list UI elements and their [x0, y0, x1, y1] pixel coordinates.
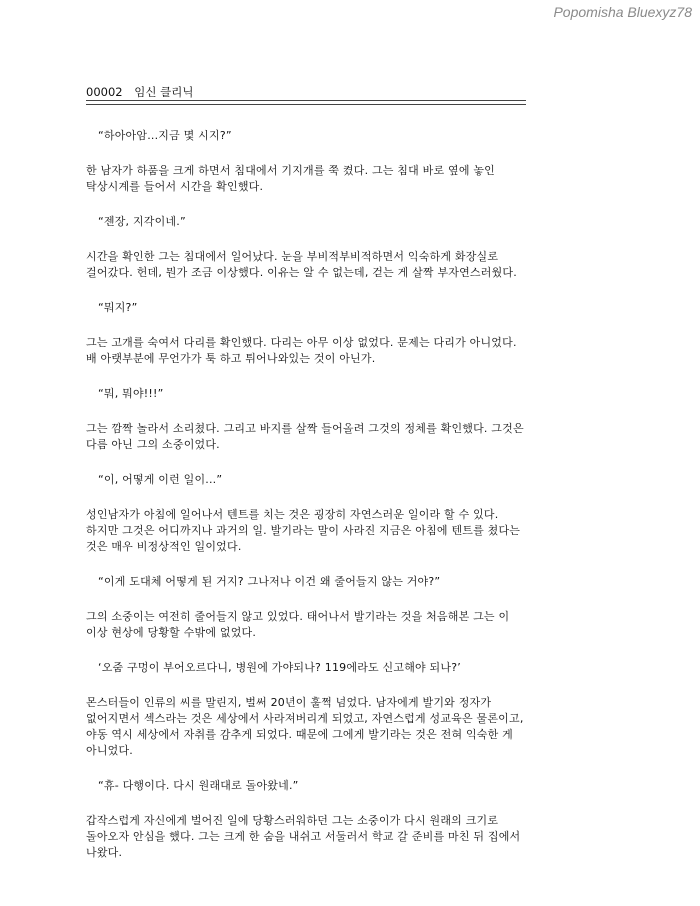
text-line: 이상 현상에 당황할 수밖에 없었다.	[86, 626, 257, 639]
text-line: “이, 어떻게 이런 일이...”	[98, 473, 223, 486]
narration-paragraph	[86, 335, 616, 367]
dialogue-paragraph	[86, 660, 616, 676]
text-line: 시간을 확인한 그는 침대에서 일어났다. 눈을 부비적부비적하면서 익숙하게 화장실로	[86, 250, 499, 263]
dialogue-paragraph	[86, 214, 616, 230]
text-line: 걸어갔다. 헌데, 뭔가 조금 이상했다. 이유는 알 수 없는데, 걷는 게 살짝 부자연스러웠다.	[86, 266, 517, 279]
text-line: 갑작스럽게 자신에게 벌어진 일에 당황스러워하던 그는 소중이가 다시 원래의 크기로	[86, 814, 499, 827]
watermark: Popomisha Bluexyz78	[553, 4, 692, 20]
text-line: 몬스터들이 인류의 씨를 말린지, 벌써 20년이 훌쩍 넘었다. 남자에게 발기와 정자가	[86, 696, 492, 709]
text-line: “휴- 다행이다. 다시 원래대로 돌아왔네.”	[98, 779, 299, 792]
narration-paragraph	[86, 421, 616, 453]
text-line: 다름 아닌 그의 소중이었다.	[86, 438, 220, 451]
text-line: 야동 역시 세상에서 자취를 감추게 되었다. 때문에 그에게 발기라는 것은 전혀 익숙한 게	[86, 728, 513, 741]
text-line: 나왔다.	[86, 846, 123, 859]
text-line: 그는 고개를 숙여서 다리를 확인했다. 다리는 아무 이상 없었다. 문제는 다리가 아니었다.	[86, 336, 517, 349]
text-line: 아니었다.	[86, 744, 134, 757]
narration-paragraph	[86, 609, 616, 641]
text-line: 성인남자가 아침에 일어나서 텐트를 치는 것은 굉장히 자연스러운 일이라 할 수 있다.	[86, 508, 499, 521]
text-line: 한 남자가 하품을 크게 하면서 침대에서 기지개를 쭉 켰다. 그는 침대 바로 옆에 놓인	[86, 164, 496, 177]
text-line: “뭐, 뭐야!!!”	[98, 387, 164, 400]
text-line: 그는 깜짝 놀라서 소리쳤다. 그리고 바지를 살짝 들어올려 그것의 정체를 확인했다. 그것은	[86, 422, 524, 435]
title-separator	[86, 100, 526, 105]
narration-paragraph	[86, 249, 616, 281]
narration-paragraph	[86, 695, 616, 759]
text-line: “뭐지?”	[98, 301, 138, 314]
text-line: 그의 소중이는 여전히 줄어들지 않고 있었다. 태어나서 발기라는 것을 처음해본 그는 이	[86, 610, 510, 623]
dialogue-paragraph	[86, 128, 616, 144]
dialogue-paragraph	[86, 300, 616, 316]
text-line: 배 아랫부분에 무언가가 툭 하고 튀어나와있는 것이 아닌가.	[86, 352, 376, 365]
dialogue-paragraph	[86, 778, 616, 794]
text-line: “젠장, 지각이네.”	[98, 215, 186, 228]
document-number: 00002	[86, 85, 123, 99]
narration-paragraph	[86, 163, 616, 195]
text-line: “이게 도대체 어떻게 된 거지? 그나저나 이건 왜 줄어들지 않는 거야?”	[98, 575, 441, 588]
text-line: 없어지면서 섹스라는 것은 세상에서 사라져버리게 되었고, 자연스럽게 성교육은 물론이고,	[86, 712, 524, 725]
dialogue-paragraph	[86, 386, 616, 402]
text-line: 돌아오자 안심을 했다. 그는 크게 한 숨을 내쉬고 서둘러서 학교 갈 준비를 마친 뒤 집에서	[86, 830, 521, 843]
text-line: 하지만 그것은 어디까지나 과거의 일. 발기라는 말이 사라진 지금은 아침에 텐트를 쳤다는	[86, 524, 521, 537]
text-line: “하아아암...지금 몇 시지?”	[98, 129, 232, 142]
text-line: ‘오줌 구멍이 부어오르다니, 병원에 가야되나? 119에라도 신고해야 되나?’	[98, 661, 461, 674]
dialogue-paragraph	[86, 472, 616, 488]
narration-paragraph	[86, 507, 616, 555]
text-line: 것은 매우 비정상적인 일이었다.	[86, 540, 242, 553]
document-heading	[86, 85, 193, 99]
document-title: 임신 클리닉	[134, 85, 194, 99]
dialogue-paragraph	[86, 574, 616, 590]
narration-paragraph	[86, 813, 616, 861]
text-line: 탁상시계를 들어서 시간을 확인했다.	[86, 180, 264, 193]
document-body	[86, 128, 616, 880]
